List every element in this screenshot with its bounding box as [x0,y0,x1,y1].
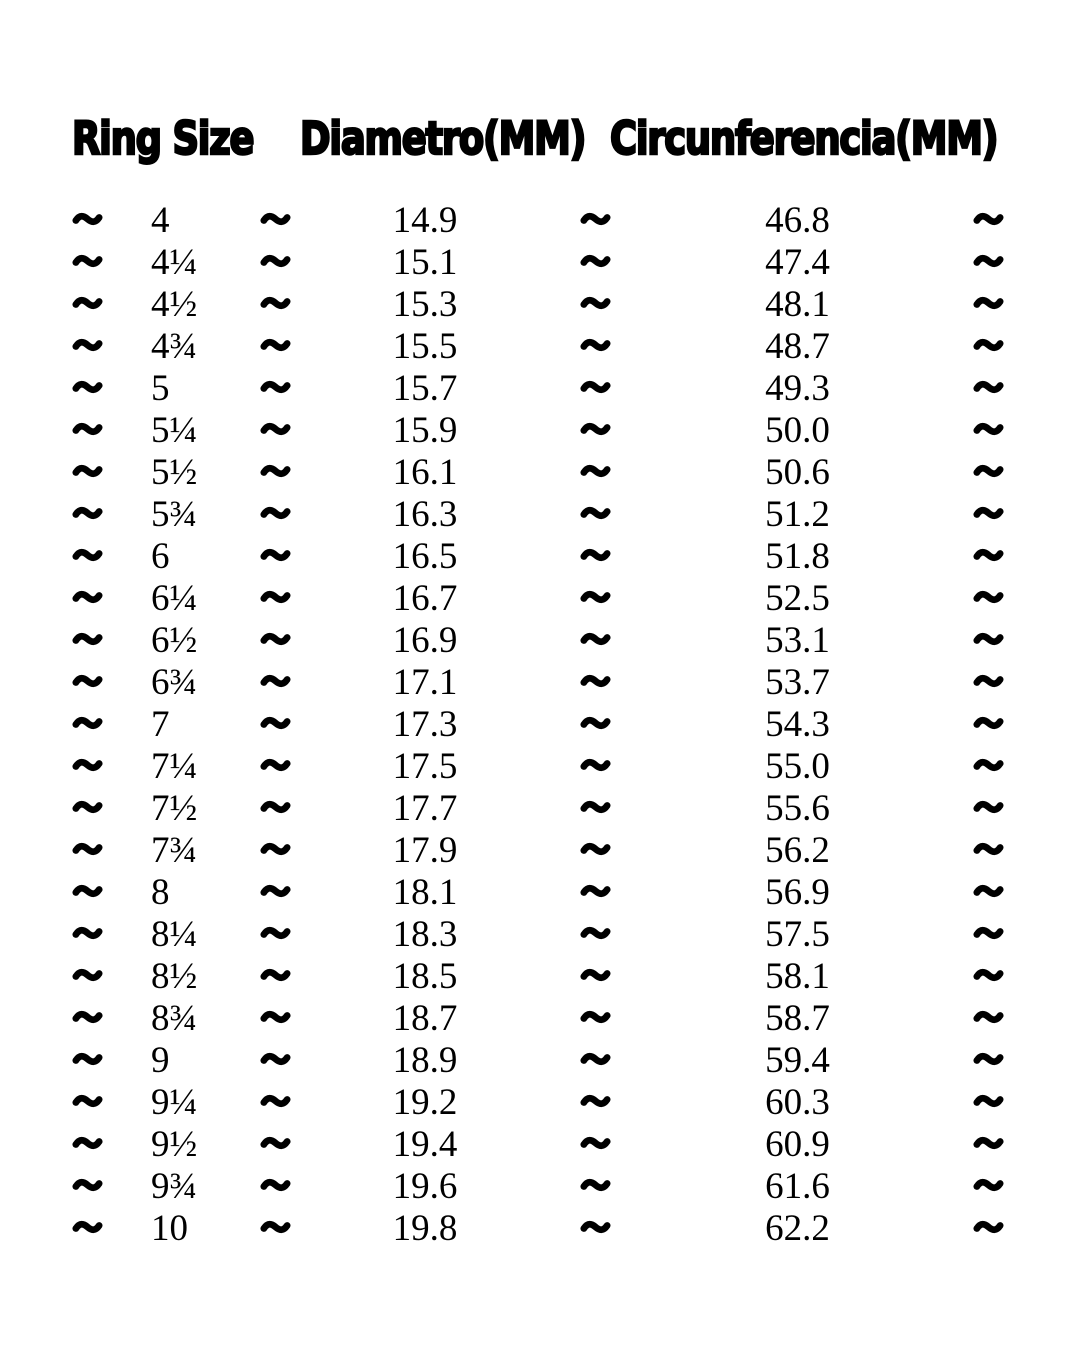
tilde-icon [40,380,135,394]
tilde-icon [945,1178,1032,1192]
tilde-icon [40,632,135,646]
ring-size-cell: 5½ [151,452,198,493]
ring-size-cell: 8½ [151,956,198,997]
tilde-icon [40,1010,135,1024]
ring-size-cell: 9 [151,1040,170,1081]
tilde-icon [540,884,650,898]
tilde-icon [40,1094,135,1108]
tilde-icon [240,1094,310,1108]
circumference-cell: 59.4 [765,1040,830,1081]
tilde-icon [240,506,310,520]
table-row [40,368,1032,410]
tilde-icon [40,926,135,940]
table-row [40,1208,1032,1250]
tilde-icon [540,716,650,730]
tilde-icon [240,968,310,982]
tilde-icon [240,380,310,394]
diameter-cell: 16.9 [392,620,458,661]
tilde-icon [40,548,135,562]
circumference-cell: 61.6 [765,1166,830,1207]
tilde-icon [540,1178,650,1192]
tilde-icon [945,338,1032,352]
tilde-icon [540,548,650,562]
tilde-icon [240,464,310,478]
table-row [40,956,1032,998]
tilde-icon [40,674,135,688]
diameter-cell: 19.4 [392,1124,458,1165]
tilde-icon [945,926,1032,940]
tilde-icon [240,674,310,688]
tilde-icon [240,1220,310,1234]
circumference-cell: 56.9 [765,872,830,913]
diameter-cell: 14.9 [392,200,458,241]
diameter-cell: 16.5 [392,536,458,577]
tilde-icon [540,842,650,856]
diameter-cell: 17.9 [392,830,458,871]
column-header-diameter: Diametro(MM) [300,112,586,165]
table-row [40,746,1032,788]
circumference-cell: 46.8 [765,200,830,241]
table-row [40,536,1032,578]
tilde-icon [540,968,650,982]
tilde-icon [945,506,1032,520]
ring-size-cell: 9¾ [151,1166,198,1207]
tilde-icon [540,800,650,814]
diameter-cell: 16.7 [392,578,458,619]
tilde-icon [40,212,135,226]
tilde-icon [240,338,310,352]
tilde-icon [40,296,135,310]
tilde-icon [540,422,650,436]
tilde-icon [240,422,310,436]
diameter-cell: 15.7 [392,368,458,409]
diameter-cell: 19.6 [392,1166,458,1207]
table-header [0,112,1080,172]
tilde-icon [40,1220,135,1234]
ring-size-cell: 8¾ [151,998,198,1039]
ring-size-cell: 9¼ [151,1082,198,1123]
tilde-icon [540,1094,650,1108]
circumference-cell: 55.6 [765,788,830,829]
tilde-icon [240,548,310,562]
ring-size-cell: 7 [151,704,170,745]
circumference-cell: 54.3 [765,704,830,745]
diameter-cell: 19.8 [392,1208,458,1249]
ring-size-cell: 7½ [151,788,198,829]
tilde-icon [540,254,650,268]
tilde-icon [945,1010,1032,1024]
table-row [40,242,1032,284]
table-row [40,578,1032,620]
tilde-icon [945,380,1032,394]
tilde-icon [40,422,135,436]
table-row [40,872,1032,914]
circumference-cell: 53.1 [765,620,830,661]
circumference-cell: 53.7 [765,662,830,703]
circumference-cell: 58.7 [765,998,830,1039]
diameter-cell: 15.9 [392,410,458,451]
tilde-icon [945,716,1032,730]
ring-size-cell: 4¾ [151,326,198,367]
circumference-cell: 62.2 [765,1208,830,1249]
diameter-cell: 15.5 [392,326,458,367]
tilde-icon [40,842,135,856]
column-header-circumference: Circunferencia(MM) [610,112,998,165]
tilde-icon [945,758,1032,772]
circumference-cell: 52.5 [765,578,830,619]
tilde-icon [945,842,1032,856]
diameter-cell: 17.3 [392,704,458,745]
ring-size-cell: 4½ [151,284,198,325]
tilde-icon [945,968,1032,982]
diameter-cell: 18.3 [392,914,458,955]
table-row [40,704,1032,746]
tilde-icon [540,380,650,394]
table-row [40,1166,1032,1208]
tilde-icon [40,800,135,814]
table-row [40,788,1032,830]
tilde-icon [540,926,650,940]
tilde-icon [945,800,1032,814]
circumference-cell: 49.3 [765,368,830,409]
tilde-icon [240,842,310,856]
circumference-cell: 48.1 [765,284,830,325]
table-row [40,326,1032,368]
tilde-icon [945,254,1032,268]
circumference-cell: 58.1 [765,956,830,997]
table-row [40,914,1032,956]
tilde-icon [945,1094,1032,1108]
table-row [40,452,1032,494]
tilde-icon [540,1136,650,1150]
circumference-cell: 56.2 [765,830,830,871]
tilde-icon [40,1052,135,1066]
tilde-icon [40,1136,135,1150]
tilde-icon [945,422,1032,436]
tilde-icon [40,338,135,352]
ring-size-cell: 8¼ [151,914,198,955]
tilde-icon [40,758,135,772]
circumference-cell: 50.0 [765,410,830,451]
table-row [40,200,1032,242]
diameter-cell: 15.1 [392,242,458,283]
tilde-icon [240,1010,310,1024]
ring-size-cell: 7¾ [151,830,198,871]
tilde-icon [240,926,310,940]
tilde-icon [540,758,650,772]
tilde-icon [240,590,310,604]
diameter-cell: 16.3 [392,494,458,535]
tilde-icon [540,1220,650,1234]
ring-size-cell: 4 [151,200,170,241]
ring-size-cell: 5¾ [151,494,198,535]
tilde-icon [40,1178,135,1192]
tilde-icon [945,1052,1032,1066]
tilde-icon [540,464,650,478]
table-row [40,662,1032,704]
tilde-icon [240,800,310,814]
tilde-icon [945,296,1032,310]
tilde-icon [945,212,1032,226]
tilde-icon [40,254,135,268]
circumference-cell: 51.8 [765,536,830,577]
circumference-cell: 51.2 [765,494,830,535]
diameter-cell: 17.5 [392,746,458,787]
table-row [40,1124,1032,1166]
tilde-icon [540,674,650,688]
circumference-cell: 57.5 [765,914,830,955]
table-row [40,284,1032,326]
ring-size-cell: 6¼ [151,578,198,619]
tilde-icon [945,632,1032,646]
diameter-cell: 16.1 [392,452,458,493]
table-row [40,494,1032,536]
tilde-icon [945,590,1032,604]
diameter-cell: 17.7 [392,788,458,829]
table-row [40,830,1032,872]
tilde-icon [240,1136,310,1150]
tilde-icon [540,1052,650,1066]
diameter-cell: 18.5 [392,956,458,997]
tilde-icon [540,296,650,310]
circumference-cell: 50.6 [765,452,830,493]
ring-size-table [40,200,1032,1250]
tilde-icon [945,884,1032,898]
tilde-icon [40,590,135,604]
table-row [40,410,1032,452]
tilde-icon [240,254,310,268]
ring-size-cell: 10 [151,1208,188,1249]
ring-size-cell: 5¼ [151,410,198,451]
ring-size-cell: 4¼ [151,242,198,283]
tilde-icon [240,1178,310,1192]
ring-size-cell: 7¼ [151,746,198,787]
tilde-icon [240,296,310,310]
table-row [40,998,1032,1040]
tilde-icon [540,212,650,226]
tilde-icon [540,1010,650,1024]
tilde-icon [945,1136,1032,1150]
tilde-icon [240,758,310,772]
ring-size-cell: 8 [151,872,170,913]
tilde-icon [540,632,650,646]
diameter-cell: 17.1 [392,662,458,703]
ring-size-cell: 9½ [151,1124,198,1165]
tilde-icon [240,212,310,226]
tilde-icon [40,884,135,898]
tilde-icon [40,506,135,520]
diameter-cell: 18.9 [392,1040,458,1081]
tilde-icon [945,1220,1032,1234]
tilde-icon [540,338,650,352]
circumference-cell: 47.4 [765,242,830,283]
circumference-cell: 60.9 [765,1124,830,1165]
tilde-icon [40,716,135,730]
diameter-cell: 15.3 [392,284,458,325]
table-row [40,1082,1032,1124]
ring-size-cell: 6½ [151,620,198,661]
ring-size-cell: 6¾ [151,662,198,703]
circumference-cell: 60.3 [765,1082,830,1123]
table-row [40,1040,1032,1082]
tilde-icon [240,1052,310,1066]
table-row [40,620,1032,662]
tilde-icon [40,464,135,478]
ring-size-cell: 6 [151,536,170,577]
diameter-cell: 19.2 [392,1082,458,1123]
circumference-cell: 55.0 [765,746,830,787]
diameter-cell: 18.7 [392,998,458,1039]
tilde-icon [240,716,310,730]
tilde-icon [40,968,135,982]
tilde-icon [945,674,1032,688]
diameter-cell: 18.1 [392,872,458,913]
tilde-icon [540,506,650,520]
tilde-icon [945,464,1032,478]
tilde-icon [240,884,310,898]
column-header-ring-size: Ring Size [72,112,254,165]
circumference-cell: 48.7 [765,326,830,367]
tilde-icon [945,548,1032,562]
tilde-icon [240,632,310,646]
ring-size-cell: 5 [151,368,170,409]
tilde-icon [540,590,650,604]
